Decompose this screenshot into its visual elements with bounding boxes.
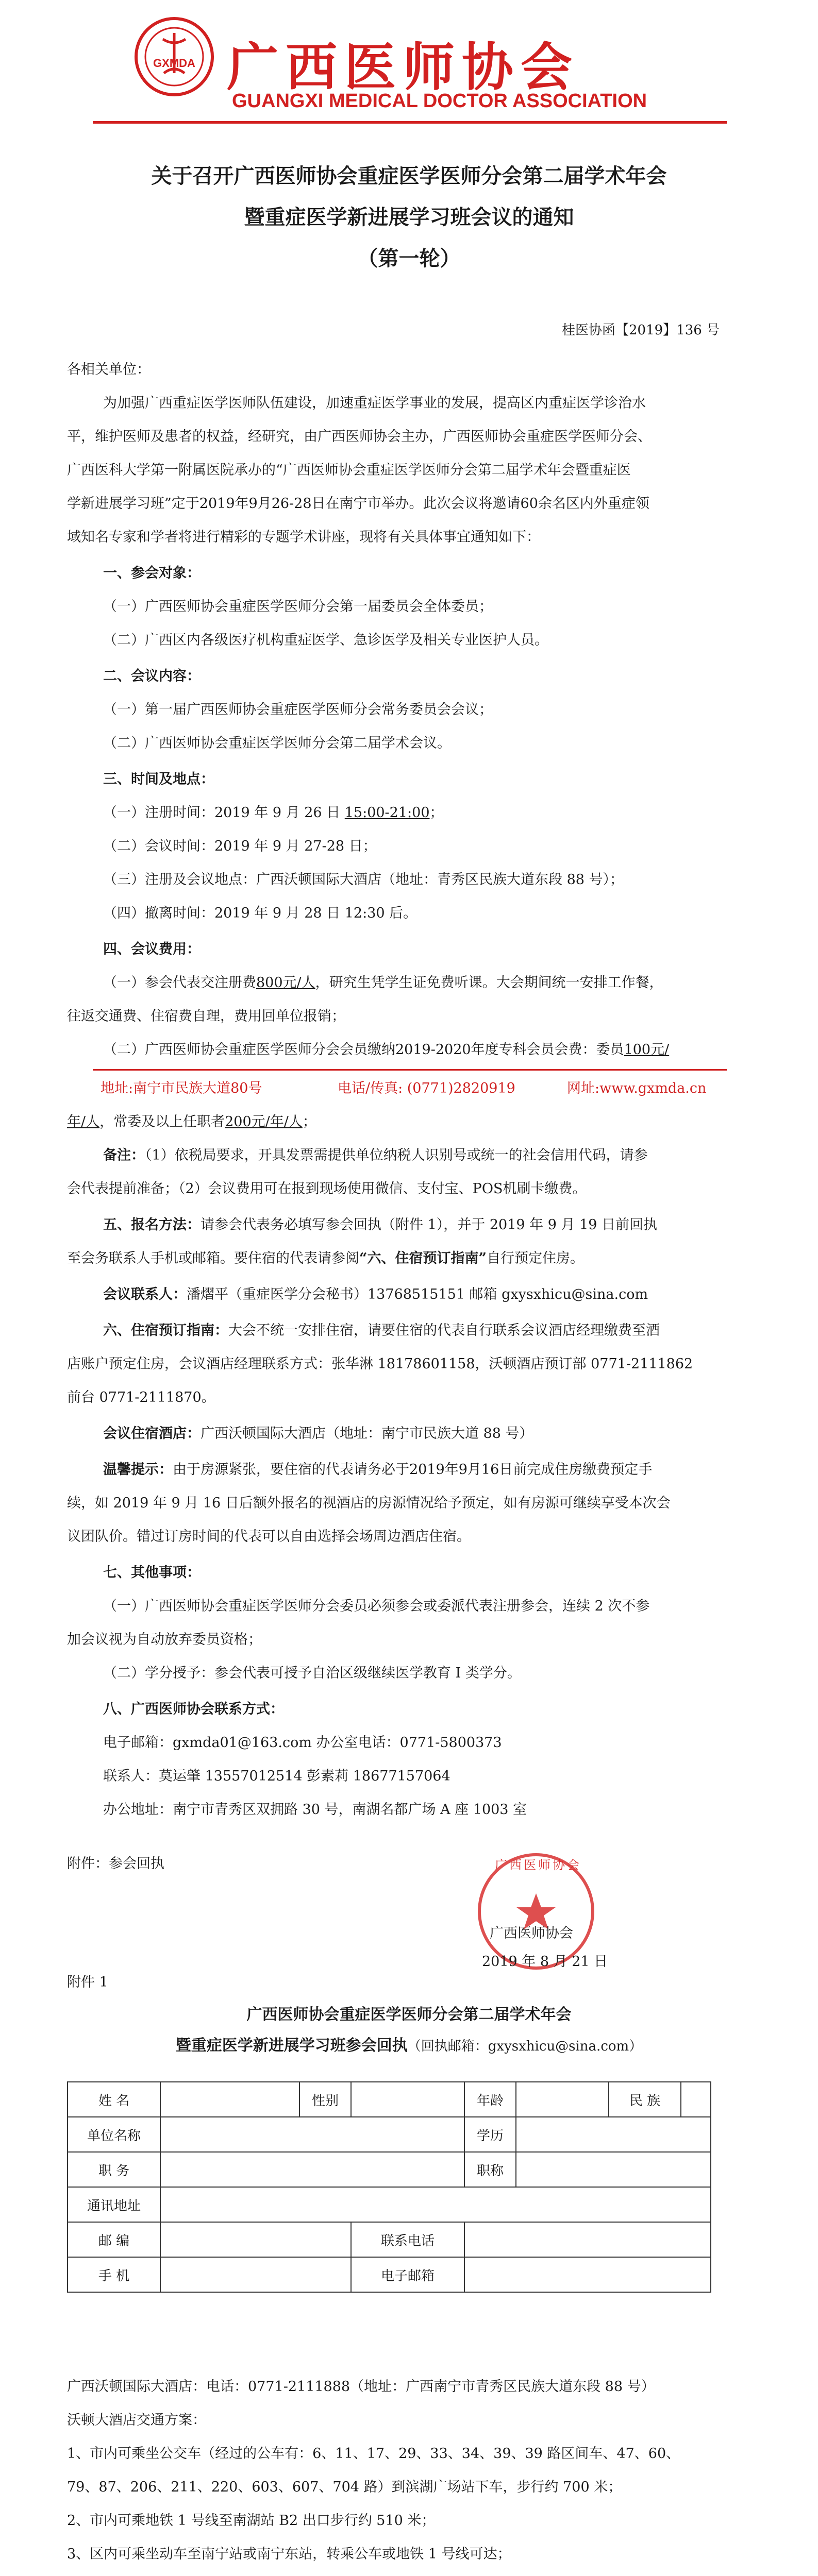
- fee-line: [103, 974, 663, 992]
- fee2-prefix: （二）广西医师协会重症医学医师分会会员缴纳2019-2020年度专科会员会费：委员: [103, 1042, 624, 1058]
- form-label: 单位名称: [68, 2117, 160, 2152]
- section-heading: 七、其他事项：: [103, 1565, 201, 1581]
- salutation: 各相关单位：: [67, 362, 151, 378]
- tip-line: 议团队价。错过订房时间的代表可以自由选择会场周边酒店住宿。: [67, 1529, 471, 1545]
- lodging-line: 前台 0771-2111870。: [67, 1389, 215, 1405]
- section-item: （一）广西医师协会重症医学医师分会第一届委员会全体委员；: [103, 599, 493, 615]
- form-title2: 暨重症医学新进展学习班参会回执: [175, 2037, 408, 2055]
- title-field[interactable]: [516, 2152, 711, 2187]
- section-heading: 一、参会对象：: [103, 565, 201, 581]
- other-line: （一）广西医师协会重症医学医师分会委员必须参会或委派代表注册参会，连续 2 次不参: [103, 1598, 650, 1614]
- name-field[interactable]: [160, 2082, 299, 2117]
- intro-line: 平，维护医师及患者的权益，经研究，由广西医师协会主办，广西医师协会重症医学医师分会、: [67, 429, 652, 445]
- tip-line: [103, 1461, 652, 1479]
- table-row: [68, 2117, 711, 2152]
- form-label: 通讯地址: [68, 2187, 160, 2222]
- contact-people: 联系人：莫运肇 13557012514 彭素莉 18677157064: [103, 1768, 450, 1784]
- hotel-info: 广西沃顿国际大酒店：电话：0771-2111888（地址：广西南宁市青秀区民族大道东段 88 号）: [67, 2379, 655, 2395]
- fee-line: [67, 1113, 316, 1131]
- s5-prefix: 至会务联系人手机或邮箱。要住宿的代表请参阅: [67, 1250, 359, 1266]
- section-item: （二）会议时间：2019 年 9 月 27-28 日；: [103, 838, 377, 854]
- s5-text: 请参会代表务必填写参会回执（附件 1），并于 2019 年 9 月 19 日前回执: [201, 1217, 658, 1233]
- doc-number: 桂医协函【2019】136 号: [562, 323, 720, 338]
- seal-signature: 广西医师协会: [490, 1925, 573, 1941]
- footer-address: 地址:南宁市民族大道80号: [101, 1080, 262, 1096]
- fee-line: [103, 1041, 669, 1059]
- education-field[interactable]: [516, 2117, 711, 2152]
- contact-email: 电子邮箱：gxmda01@163.com 办公室电话：0771-5800373: [103, 1735, 502, 1751]
- contact-value: 潘熠平（重症医学分会秘书）13768515151 邮箱 gxysxhicu@sina.com: [187, 1286, 648, 1302]
- intro-line: 为加强广西重症医学医师队伍建设，加速重症医学事业的发展，提高区内重症医学诊治水: [103, 395, 646, 411]
- hotel-label: 会议住宿酒店：: [103, 1426, 201, 1442]
- section-heading: 五、报名方法：: [103, 1217, 201, 1233]
- lodging-line: 店账户预定住房，会议酒店经理联系方式：张华淋 18178601158，沃顿酒店预订部 0771-2111862: [67, 1356, 693, 1372]
- fee2-cont-amount: 年/人: [67, 1114, 100, 1130]
- route-line: 1、市内可乘坐公交车（经过的公车有：6、11、17、29、33、34、39、39 路区间车、47、60、: [67, 2446, 680, 2462]
- seal-date: 2019 年 8 月 21 日: [482, 1954, 608, 1970]
- form-label: 职 务: [68, 2152, 160, 2187]
- section-item: （一）第一届广西医师协会重症医学医师分会常务委员会会议；: [103, 702, 493, 718]
- reg-suffix: ；: [429, 805, 444, 821]
- org-name-en: GUANGXI MEDICAL DOCTOR ASSOCIATION: [232, 90, 647, 112]
- hotel-info: 沃顿大酒店交通方案：: [67, 2412, 206, 2428]
- reg-time: 15:00-21:00: [344, 805, 430, 821]
- notes-text: （1）依税局要求，开具发票需提供单位纳税人识别号或统一的社会信用代码，请参: [145, 1147, 648, 1163]
- registration-method: [103, 1216, 657, 1234]
- registration-form: [67, 2081, 711, 2293]
- ethnic-field[interactable]: [681, 2082, 711, 2117]
- form-label: 电子邮箱: [351, 2257, 464, 2292]
- fee2-cont-amount2: 200元/年/人: [225, 1114, 303, 1130]
- section-item: （三）注册及会议地点：广西沃顿国际大酒店（地址：青秀区民族大道东段 88 号）；: [103, 872, 624, 888]
- gxmda-logo: [133, 15, 215, 98]
- section-heading: 六、住宿预订指南：: [103, 1323, 228, 1338]
- form-label: 性别: [299, 2082, 351, 2117]
- section-heading: 四、会议费用：: [103, 941, 201, 957]
- form-label: 姓 名: [68, 2082, 160, 2117]
- hotel-value: 广西沃顿国际大酒店（地址：南宁市民族大道 88 号）: [201, 1426, 533, 1442]
- attachment-label: 附件 1: [67, 1974, 108, 1990]
- table-row: [68, 2187, 711, 2222]
- footer-phone: 电话/传真: (0771)2820919: [338, 1080, 515, 1096]
- zip-field[interactable]: [160, 2222, 351, 2257]
- table-row: [68, 2222, 711, 2257]
- form-label: 联系电话: [351, 2222, 464, 2257]
- other-line: 加会议视为自动放弃委员资格；: [67, 1632, 262, 1648]
- doc-title-line1: 关于召开广西医师协会重症医学医师分会第二届学术年会: [151, 164, 667, 188]
- form-title-line2: [0, 2032, 818, 2055]
- contact-label: 会议联系人：: [103, 1286, 187, 1302]
- fee2-amount: 100元/: [624, 1042, 670, 1058]
- section-heading: 二、会议内容：: [103, 668, 201, 684]
- reg-prefix: （一）注册时间：2019 年 9 月 26 日: [103, 805, 345, 821]
- hotel-line: [103, 1425, 533, 1443]
- intro-line: 域知名专家和学者将进行精彩的专题学术讲座，现将有关具体事宜通知如下：: [67, 529, 540, 545]
- fee2-cont-end: ；: [302, 1114, 316, 1130]
- mobile-field[interactable]: [160, 2257, 351, 2292]
- form-label: 邮 编: [68, 2222, 160, 2257]
- tip-label: 温馨提示：: [103, 1462, 173, 1478]
- doc-title-line2: 暨重症医学新进展学习班会议的通知: [244, 205, 574, 229]
- fee1-amount: 800元/人: [256, 975, 315, 991]
- tip-text: 由于房源紧张，要住宿的代表请务必于2019年9月16日前完成住房缴费预定手: [173, 1462, 653, 1478]
- form-label: 年龄: [464, 2082, 516, 2117]
- section-item: （二）广西医师协会重症医学医师分会第二届学术会议。: [103, 735, 451, 751]
- position-field[interactable]: [160, 2152, 464, 2187]
- form-label: 手 机: [68, 2257, 160, 2292]
- table-row: [68, 2152, 711, 2187]
- table-row: [68, 2257, 711, 2292]
- email-field[interactable]: [464, 2257, 711, 2292]
- route-line: 2、市内可乘地铁 1 号线至南湖站 B2 出口步行约 510 米；: [67, 2513, 436, 2529]
- seal-text: 广西医师协会: [495, 1858, 581, 1872]
- route-line: 3、区内可乘坐动车至南宁站或南宁东站，转乘公车或地铁 1 号线可达；: [67, 2546, 511, 2562]
- other-line: （二）学分授予：参会代表可授予自治区级继续医学教育 I 类学分。: [103, 1665, 521, 1681]
- lodging-guide: [103, 1321, 660, 1340]
- s5-bold: “六、住宿预订指南”: [359, 1250, 487, 1266]
- intro-line: 学新进展学习班”定于2019年9月26-28日在南宁市举办。此次会议将邀请60余名区内外重症领: [67, 496, 649, 512]
- form-title2-note: （回执邮箱：gxysxhicu@sina.com）: [407, 2039, 643, 2054]
- contact-office: 办公地址：南宁市青秀区双拥路 30 号，南湖名都广场 A 座 1003 室: [103, 1802, 527, 1818]
- form-title-line1: 广西医师协会重症医学医师分会第二届学术年会: [246, 2006, 572, 2024]
- notes-line: [103, 1146, 648, 1165]
- intro-line: 广西医科大学第一附属医院承办的“广西医师协会重症医学医师分会第二届学术年会暨重症医: [67, 462, 631, 478]
- form-label: 学历: [464, 2117, 516, 2152]
- s5-suffix: 自行预定住房。: [487, 1250, 585, 1266]
- phone-field[interactable]: [464, 2222, 711, 2257]
- header-rule: [93, 121, 727, 124]
- attachment-note: 附件：参会回执: [67, 1856, 164, 1872]
- route-line: 79、87、206、211、220、603、607、704 路）到滨湖广场站下车，步行约 700 米；: [67, 2479, 622, 2495]
- tip-line: 续，如 2019 年 9 月 16 日后额外报名的视酒店的房源情况给予预定，如有房源可继续享受本次会: [67, 1495, 671, 1511]
- meeting-contact: [103, 1285, 648, 1304]
- section-item: （四）撤离时间：2019 年 9 月 28 日 12:30 后。: [103, 905, 418, 921]
- footer-website: 网址:www.gxmda.cn: [567, 1080, 707, 1096]
- section-heading: 八、广西医师协会联系方式：: [103, 1701, 284, 1717]
- notes-label: 备注：: [103, 1147, 145, 1163]
- sex-field[interactable]: [351, 2082, 464, 2117]
- section-heading: 三、时间及地点：: [103, 771, 214, 787]
- form-label: 职称: [464, 2152, 516, 2187]
- fee1-suffix: ，研究生凭学生证免费听课。大会期间统一安排工作餐，: [315, 975, 663, 991]
- fee2-cont-mid: ，常委及以上任职者: [99, 1114, 225, 1130]
- age-field[interactable]: [516, 2082, 609, 2117]
- footer-rule: [93, 1069, 727, 1071]
- registration-time: [103, 804, 444, 822]
- fee-line: 往返交通费、住宿费自理，费用回单位报销；: [67, 1008, 345, 1024]
- notes-line: 会代表提前准备；（2）会议费用可在报到现场使用微信、支付宝、POS机刷卡缴费。: [67, 1181, 587, 1197]
- registration-method-cont: [67, 1249, 584, 1268]
- org-name-cn: 广西医师协会: [227, 37, 579, 97]
- doc-title-line3: （第一轮）: [357, 246, 461, 270]
- fee1-prefix: （一）参会代表交注册费: [103, 975, 256, 991]
- section-item: （二）广西区内各级医疗机构重症医学、急诊医学及相关专业医护人员。: [103, 632, 548, 648]
- form-label: 民 族: [609, 2082, 681, 2117]
- table-row: [68, 2082, 711, 2117]
- logo-text: GXMDA: [153, 57, 195, 70]
- s6-text: 大会不统一安排住宿，请要住宿的代表自行联系会议酒店经理缴费至酒: [228, 1323, 660, 1338]
- unit-field[interactable]: [160, 2117, 464, 2152]
- address-field[interactable]: [160, 2187, 711, 2222]
